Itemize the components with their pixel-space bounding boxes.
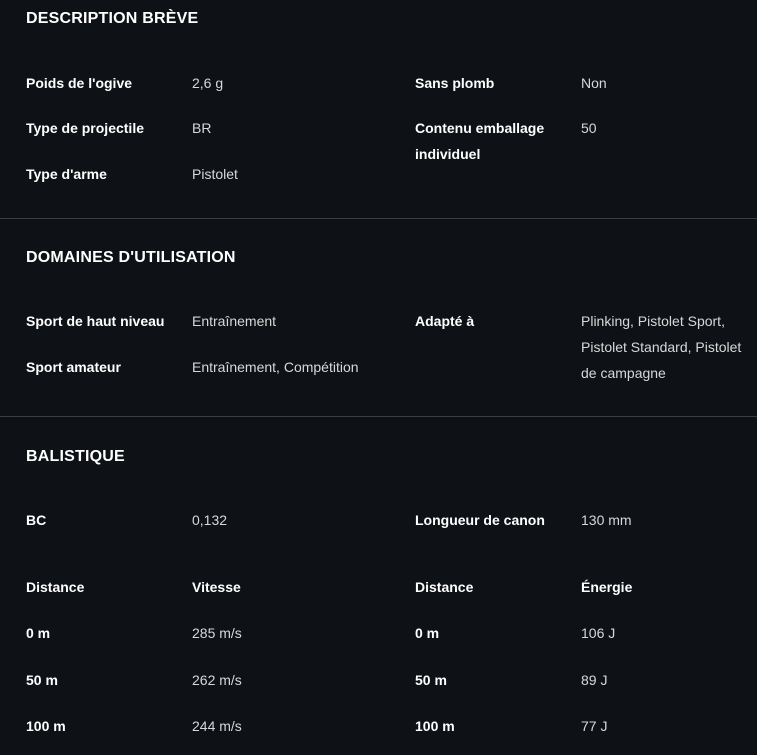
section-divider — [0, 416, 757, 417]
bc-label: BC — [26, 512, 47, 528]
section-title-ballistics: BALISTIQUE — [26, 448, 125, 465]
projectile-type-value: BR — [192, 120, 212, 136]
projectile-type-label: Type de projectile — [26, 120, 144, 136]
velocity-table-velocity-header: Vitesse — [192, 579, 241, 595]
energy-table-distance-header: Distance — [415, 579, 474, 595]
energy-row-value: 106 J — [581, 625, 616, 641]
suited-for-value: Plinking, Pistolet Sport, Pistolet Standard, Pistolet de campagne — [581, 313, 742, 381]
velocity-row-value: 285 m/s — [192, 625, 242, 641]
suited-for-label: Adapté à — [415, 313, 475, 329]
bc-value: 0,132 — [192, 512, 228, 528]
section-title-description: DESCRIPTION BRÈVE — [26, 10, 199, 27]
velocity-row-distance: 0 m — [26, 625, 51, 641]
section-title-usage: DOMAINES D'UTILISATION — [26, 249, 236, 266]
energy-row-value: 89 J — [581, 672, 608, 688]
velocity-table-distance-header: Distance — [26, 579, 85, 595]
energy-row-distance: 50 m — [415, 672, 447, 688]
weapon-type-label: Type d'arme — [26, 166, 107, 182]
velocity-row-value: 244 m/s — [192, 718, 242, 734]
pro-sport-label: Sport de haut niveau — [26, 313, 165, 329]
barrel-length-label: Longueur de canon — [415, 512, 545, 528]
lead-free-value: Non — [581, 75, 607, 91]
velocity-row-value: 262 m/s — [192, 672, 242, 688]
section-divider — [0, 218, 757, 219]
pro-sport-value: Entraînement — [192, 313, 277, 329]
amateur-sport-label: Sport amateur — [26, 359, 121, 375]
energy-row-value: 77 J — [581, 718, 608, 734]
package-content-label: Contenu emballage individuel — [415, 120, 545, 162]
weapon-type-value: Pistolet — [192, 166, 238, 182]
energy-row-distance: 100 m — [415, 718, 455, 734]
energy-row-distance: 0 m — [415, 625, 440, 641]
package-content-value: 50 — [581, 120, 597, 136]
barrel-length-value: 130 mm — [581, 512, 632, 528]
energy-table-energy-header: Énergie — [581, 579, 633, 595]
lead-free-label: Sans plomb — [415, 75, 495, 91]
amateur-sport-value: Entraînement, Compétition — [192, 359, 359, 375]
velocity-row-distance: 50 m — [26, 672, 58, 688]
bullet-weight-label: Poids de l'ogive — [26, 75, 133, 91]
velocity-row-distance: 100 m — [26, 718, 66, 734]
bullet-weight-value: 2,6 g — [192, 75, 224, 91]
